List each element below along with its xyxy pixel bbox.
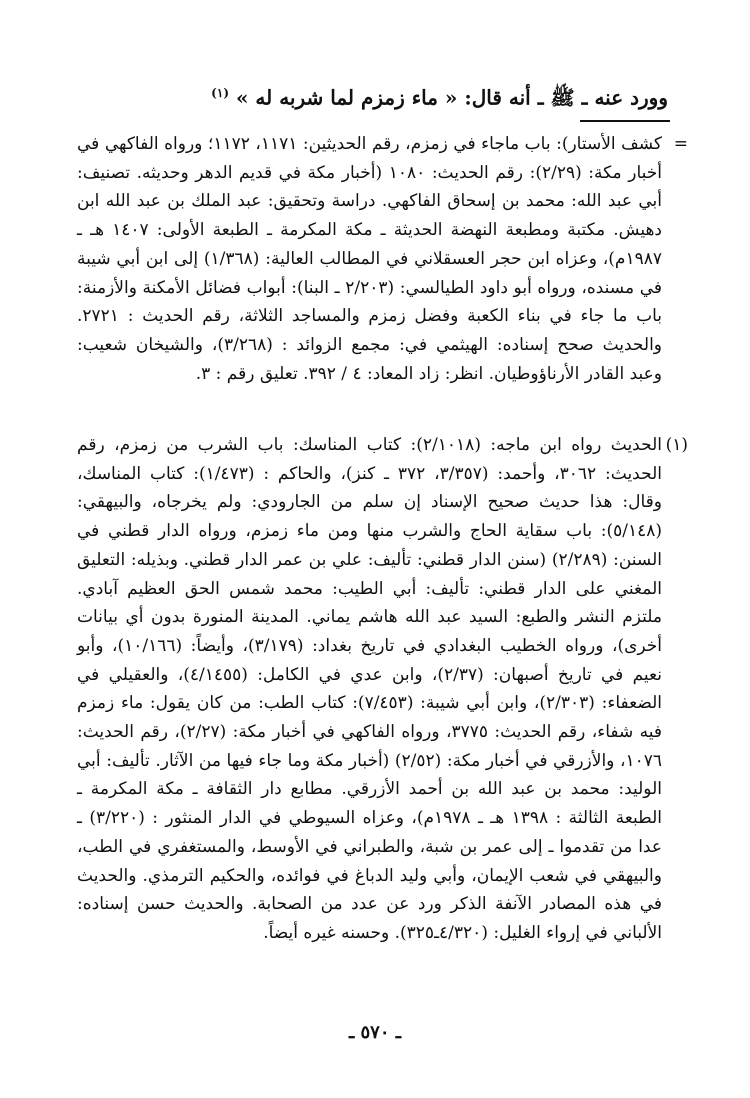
footnote-text: الحديث رواه ابن ماجه: (٢/١٠١٨): كتاب المناسك: باب الشرب من زمزم، رقم الحديث: ٣٠٦٢، وأحمد: (٣/٣٥٧، ٣٧٢ ـ كنز)، والحاكم : (١/٤٧٣): كتاب المناسك، وقال: هذا حديث صحيح الإسناد إن سلم من الجارودي: ولم يخرجاه، والبيهقي: (٥/١٤٨): باب سقاية الحاج والشرب منها ومن ماء زمزم، ورواه الدار قطني في السنن: (٢/٢٨٩) (سنن الدار قطني: تأليف: علي بن عمر الدار قطني. وبذيله: التعليق المغني على الدار قطني: تأليف: أبي الطيب: محمد شمس الحق العظيم آبادي. ملتزم النشر والطبع: السيد عبد الله هاشم يماني. المدينة المنورة بدون أي بيانات أخرى)، ورواه الخطيب البغدادي في تاريخ بغداد: (٣/١٧٩)، وأيضاً: (١٠/١٦٦)، وأبو نعيم في تاريخ أصبهان: (٢/٣٧)، وابن عدي في الكامل: (٤/١٤٥٥)، والعقيلي في الضعفاء: (٢/٣٠٣)، وابن أبي شيبة: (٧/٤٥٣): كتاب الطب: من كان يقول: ماء زمزم فيه شفاء، رقم الحديث: ٣٧٧٥، ورواه الفاكهي في أخبار مكة: (٢/٢٧)، رقم الحديث: ١٠٧٦، والأزرقي في أخبار مكة: (٢/٥٢) (أخبار مكة وما جاء فيها من الآثار. تأليف: أبي الوليد: محمد بن عبد الله بن أحمد الأزرقي. مطابع دار الثقافة ـ مكة المكرمة ـ الطبعة الثالثة : ١٣٩٨ هـ ـ ١٩٧٨م)، وعزاه السيوطي في الدار المنثور : (٣/٢٢٠) ـ عدا من تقدموا ـ إلى عمر بن شبة، والطبراني في الأوسط، والمستغفري في الطب، والبيهقي في شعب الإيمان، وأبي وليد الدباغ في فوائده، والحكيم الترمذي. والحديث في هذه المصادر الآنفة الذكر ورد عن عدد من الصحابة. والحديث حسن إسناده: الألباني في إرواء الغليل: (٤/٣٢٠ـ٣٢٥). وحسنه غيره أيضاً. [77, 435, 663, 943]
footnote-separator-rule [580, 120, 670, 122]
footnote-1 [77, 431, 688, 948]
continuation-text: كشف الأستار): باب ماجاء في زمزم، رقم الحديثين: ١١٧١، ١١٧٢؛ ورواه الفاكهي في أخبار مكة: (٢/٢٩): رقم الحديث: ١٠٨٠ (أخبار مكة في قديم الدهر وحديثه. تصنيف: أبي عبد الله: محمد بن إسحاق الفاكهي. دراسة وتحقيق: عبد الملك بن عبد الله ابن دهيش. مكتبة ومطبعة النهضة الحديثة ـ مكة المكرمة ـ الطبعة الأولى: ١٤٠٧ هـ ـ ١٩٨٧م)، وعزاه ابن حجر العسقلاني في المطالب العالية: (١/٣٦٨) إلى ابن أبي شيبة في مسنده، ورواه أبو داود الطيالسي: (٢/٢٠٣ ـ البنا): أبواب فضائل الأمكنة والأزمنة: باب ما جاء في بناء الكعبة وفضل زمزم والمساجد الثلاثة، رقم الحديث : ٢٧٢١. والحديث صحح إسناده: الهيثمي في: مجمع الزوائد : (٣/٢٦٨)، والشيخان شعيب: وعبد القادر الأرناؤوطيان. انظر: زاد المعاد: ٤ / ٣٩٢. تعليق رقم : ٣. [77, 134, 663, 384]
footnote-number: (١) [665, 435, 688, 455]
hadith-header [68, 78, 668, 113]
continuation-marker: = [673, 134, 688, 154]
page-number: ـ ٥٧٠ ـ [348, 1022, 402, 1043]
footnote-continuation [77, 130, 688, 388]
hadith-header-text: وورد عنه ـ ﷺ ـ أنه قال: « ماء زمزم لما شربه له » [229, 85, 668, 110]
footnote-reference: (١) [211, 86, 229, 100]
